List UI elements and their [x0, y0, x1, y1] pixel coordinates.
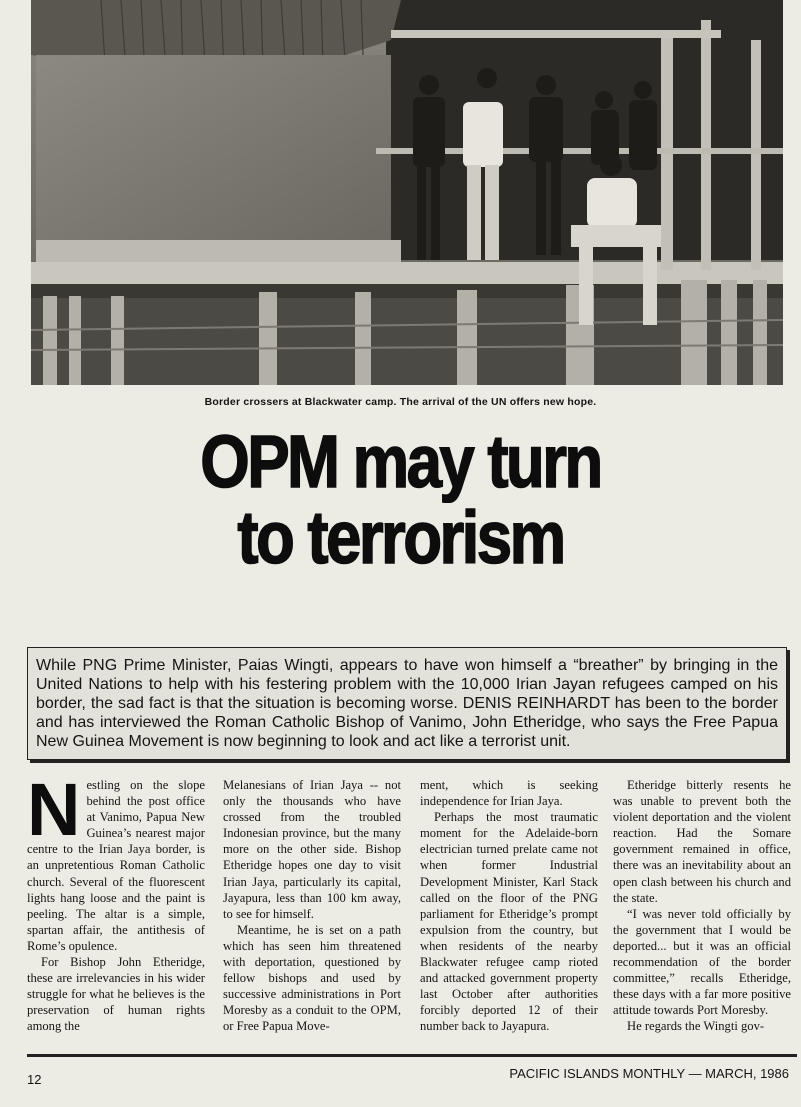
paragraph: For Bishop John Etheridge, these are irrelevancies in his wider struggle for what he believes is the preservation of human rights among the — [27, 955, 205, 1034]
page-number: 12 — [27, 1072, 42, 1087]
paragraph: estling on the slope behind the post office at Vanimo, Papua New Guinea’s nearest major centre to the Irian Jaya border, is an unpretentious Roman Catholic church. Several of the fluorescent lights hang loose and the paint is peeling. The altar is a simple, spartan affair, the antithesis of Rome’s opulence. — [27, 778, 205, 953]
paragraph: Melanesians of Irian Jaya -- not only the thousands who have crossed from the troubled Indonesian province, but the many more on the other side. Bishop Etheridge hopes one day to visit Irian Jaya, particularly its capital, Jayapura, less than 100 km away, to see for himself. — [223, 778, 401, 921]
article-column-3 — [420, 777, 598, 1035]
paragraph: Meantime, he is set on a path which has seen him threatened with deportation, questioned by fellow bishops and used by successive administrations in Port Moresby as a conduit to the OPM, or Free Papua Move- — [223, 922, 401, 1034]
paragraph: “I was never told officially by the government that I would be deported... but it was an official recommendation of the border committee,” recalls Etheridge, these days with a far more positive attitude towards Port Moresby. — [613, 906, 791, 1018]
article-body — [27, 768, 791, 1045]
paragraph: Etheridge bitterly resents he was unable to prevent both the violent deportation and the violent reaction. Had the Somare government remained in office, there was an inevitability about an open clash between his church and the state. — [613, 778, 791, 905]
headline — [0, 420, 801, 579]
paragraph: Perhaps the most traumatic moment for the Adelaide-born electrician turned prelate came not when former Industrial Development Minister, Karl Stack called on the floor of the PNG parliament for Etheridge’s prompt expulsion from the country, but when residents of the nearby Blackwater refugee camp rioted and attacked government property last October after authorities forcibly deported 12 of their number back to Jayapura. — [420, 810, 598, 1034]
article-column-2 — [223, 777, 401, 1035]
headline-line-2: to terrorism — [237, 496, 564, 579]
paragraph: He regards the Wingti gov- — [627, 1019, 765, 1034]
photo-caption: Border crossers at Blackwater camp. The arrival of the UN offers new hope. — [204, 396, 597, 408]
running-title: PACIFIC ISLANDS MONTHLY — MARCH, 1986 — [509, 1066, 789, 1081]
drop-cap: N — [27, 768, 81, 851]
standfirst-box: While PNG Prime Minister, Paias Wingti, appears to have won himself a “breather” by bringing in the United Nations to help with his festering problem with the 10,000 Irian Jayan refugees camped on his border, the sad fact is that the situation is becoming worse. DENIS REINHARDT has been to the border and has interviewed the Roman Catholic Bishop of Vanimo, John Etheridge, who says the Free Papua New Guinea Movement is now beginning to look and act like a terrorist unit. — [27, 647, 787, 760]
article-column-1 — [27, 768, 205, 1035]
photo-blackwater-camp — [31, 0, 783, 385]
article-column-4 — [613, 777, 791, 1035]
photo-illustration — [31, 0, 783, 385]
footer-rule — [27, 1054, 797, 1057]
paragraph: ment, which is seeking independence for Irian Jaya. — [420, 778, 598, 809]
headline-line-1: OPM may turn — [200, 420, 601, 503]
